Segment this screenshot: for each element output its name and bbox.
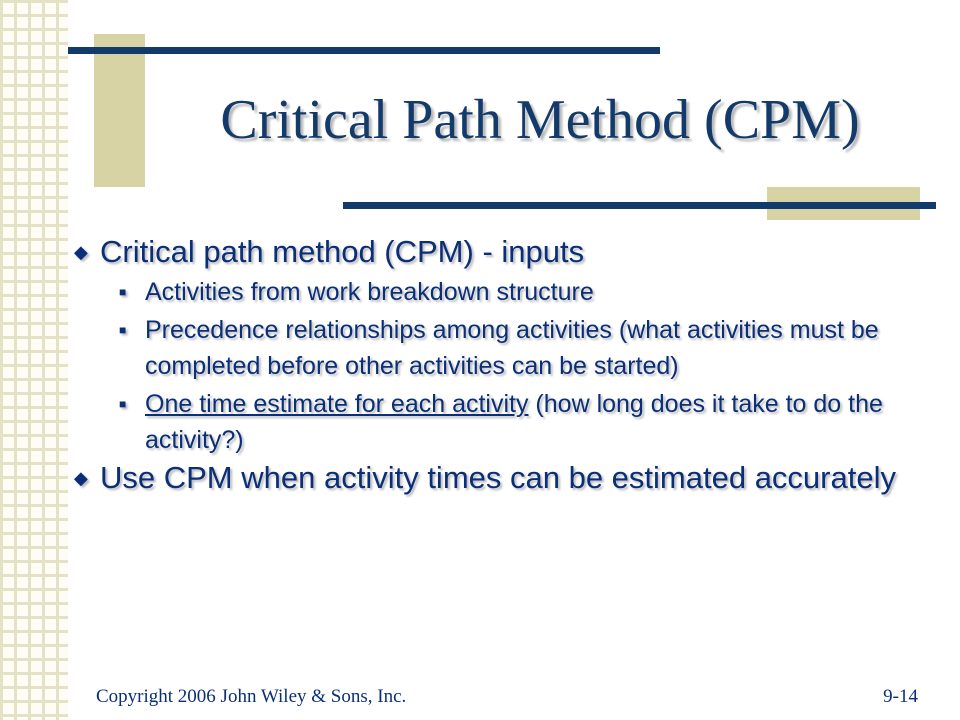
square-bullet-icon: ■ (119, 285, 127, 299)
sub-bullet-text: Activities from work breakdown structure (145, 278, 594, 306)
decorative-grid-pattern (0, 0, 68, 720)
bullet-text: Use CPM when activity times can be estimated accurately (100, 460, 896, 495)
decorative-block-top (94, 34, 145, 187)
decorative-line-top (68, 47, 660, 54)
footer-page-number: 9-14 (883, 686, 918, 707)
sub-bullet-item-precedence (70, 312, 930, 384)
sub-bullet-item-time-estimate (70, 386, 930, 458)
sub-bullet-text: (how long does it take to do the activity?) (145, 390, 883, 454)
sub-bullet-underlined-text: One time estimate for each activity (145, 390, 529, 418)
sub-bullet-text: Precedence relationships among activities (what activities must be completed before other activities can be started) (145, 316, 879, 380)
diamond-bullet-icon: ◆ (74, 468, 88, 488)
diamond-bullet-icon: ◆ (74, 242, 88, 262)
slide-content (70, 234, 930, 500)
bullet-item-use-cpm (70, 460, 930, 496)
bullet-text: Critical path method (CPM) - inputs (100, 234, 585, 269)
square-bullet-icon: ■ (119, 397, 127, 411)
decorative-line-bottom (343, 202, 936, 209)
square-bullet-icon: ■ (119, 323, 127, 337)
slide-title: Critical Path Method (CPM) (220, 89, 860, 151)
bullet-item-cpm-inputs (70, 234, 930, 270)
footer-copyright: Copyright 2006 John Wiley & Sons, Inc. (96, 686, 407, 707)
sub-bullet-item-activities (70, 274, 930, 310)
